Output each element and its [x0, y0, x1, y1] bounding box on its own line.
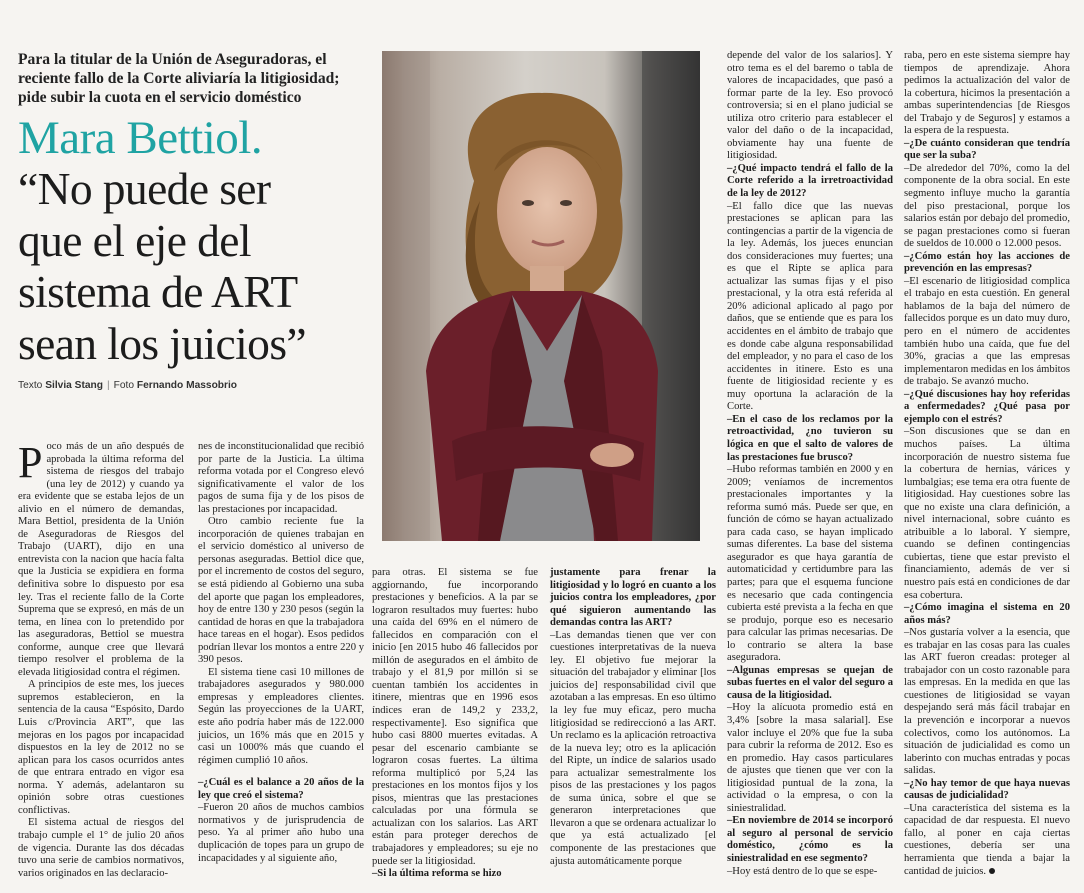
answer: –Nos gustaría volver a la esencia, que es trabajar en las cosas para las cuales las ART fueron creadas: proteger al trabajador con un costo razonable para las empresas. En la medida en que las cuestiones de litigiosidad se vayan despejando será más fácil trabajar en la prevención e incorporar a nuevos colectivos, como los autónomos. La situación de judicialidad es como un laberinto con muchas entradas y pocas salidas. [904, 627, 1070, 777]
question: –¿Cómo están hoy las acciones de prevención en las empresas? [904, 250, 1070, 275]
body-paragraph: El sistema tiene casi 10 millones de trabajadores asegurados y 980.000 empresas y empleadores clientes. Según las proyecciones de la UART, este año podría haber más de 122.000 juicios, un 16% más que en 2015 y casi un 1000% más que cuando el régimen cumplió 10 años. [198, 666, 364, 766]
byline-photo-label: Foto [113, 380, 134, 391]
kicker: Para la titular de la Unión de Aseguradoras, el reciente fallo de la Corte aliviaría la litigiosidad; pide subir la cuota en el servicio doméstico [18, 51, 340, 106]
column-6 [904, 50, 1070, 878]
portrait-illustration [382, 51, 700, 541]
end-mark-icon [989, 868, 995, 874]
hand [590, 443, 634, 467]
column-4 [550, 567, 716, 868]
intro-text: oco más de un año después de aprobada la última reforma del sistema de riesgos del trabajo (una ley de 2012) y cuando ya era evidente que se estaba lejos de un alivio en el número de demandas, Mara Bettiol, presidenta de la Unión de Aseguradoras de Riesgos del Trabajo (UART), dijo en una entrevista con la nacion que hacía falta que la Justicia se expidiera en forma definitiva sobre lo dispuesto por esa ley. Tras el reciente fallo de la Corte Suprema que se expresó, en más de un tema, en línea con lo pretendido por las aseguradoras, Bettiol se muestra conforme, aunque cree que llevará tiempo resolver el problema de la elevada litigiosidad contra el régimen. [18, 441, 184, 678]
answer: –Son discusiones que se dan en muchos países. La última incorporación de nuestro sistema fue la cobertura de hernias, várices y lumbalgias; ese tema era otra fuente de litigiosidad. Hay cuestiones sobre las que no existe una clara definición, a nivel internacional, sobre cuánto es atribuible a lo laboral. Y siempre, cuando se definen contingencias cubiertas, tiene que estar previsto el financiamiento, además de ver si nuestro país está en condiciones de dar esa cobertura. [904, 426, 1070, 601]
answer: –Las demandas tienen que ver con cuestiones interpretativas de la nueva ley. El objetivo fue mejorar la situación del trabajador y eliminar [los juicios de] responsabilidad civil que azotaban a las empresas. En eso último la ley fue muy eficaz, pero mucha litigiosidad se redireccionó a las ART. Un reclamo es la aplicación retroactiva de la nueva ley; otro es la aplicación del Ripte, un índice de salarios usado para actualizar semestralmente los pisos de las prestaciones y los pagos de suma única, sobre el que se generaron interpretaciones que llevaron a que se ordenara actualizar lo que ya está actualizado [el componente de las prestaciones que ajusta automáticamente porque [550, 629, 716, 867]
interviewee-name: Mara Bettiol. [18, 112, 263, 164]
intro-paragraph [18, 438, 184, 679]
eye-right [560, 200, 572, 206]
question: –En noviembre de 2014 se incorporó al seguro al personal de servicio doméstico, ¿cómo es la siniestralidad en ese segmento? [727, 815, 893, 864]
answer: raba, pero en este sistema siempre hay tiempos de aprendizaje. Ahora pedimos la actualización del valor de la cobertura, hicimos la presentación a ambas superintendencias [de Riesgos del Trabajo y de Seguros] y estamos a la espera de la respuesta. [904, 50, 1070, 137]
question: –¿No hay temor de que haya nuevas causas de judicialidad? [904, 777, 1070, 802]
byline-text-label: Texto [18, 380, 43, 391]
body-paragraph: A principios de este mes, los jueces supremos establecieron, en la sentencia de la causa “Espósito, Dardo Luis c/Provincia ART”, que las mejoras en los pagos por incapacidad dispuestos en la ley de 2012 no se aplican para los casos ocurridos antes de que entrara entrado en vigor esa norma. Y además, adelantaron su opinión sobre otras cuestiones conflictivas. [18, 679, 184, 816]
headline-line: “No puede ser [18, 163, 271, 214]
background-column [402, 51, 430, 541]
question: –¿Qué impacto tendrá el fallo de la Corte referido a la irretroactividad de la ley de 2012? [727, 162, 893, 200]
column-2 [198, 441, 364, 865]
headline-line: que el eje del [18, 214, 251, 266]
question: –¿Cómo imagina el sistema en 20 años más? [904, 602, 1070, 626]
question: –¿Qué discusiones hay hoy referidas a enfermedades? ¿Qué pasa por ejemplo con el estrés? [904, 388, 1070, 425]
question: justamente para frenar la litigiosidad y lo logró en cuanto a los juicios contra los empleadores, ¿por qué siguieron aumentando las demandas contra las ART? [550, 567, 716, 629]
question: –Algunas empresas se quejan de subas fuertes en el valor del seguro a causa de la litigiosidad. [727, 664, 893, 701]
drop-cap: P [18, 438, 43, 487]
eye-left [522, 200, 534, 206]
question: –¿De cuánto consideran que tendría que ser la suba? [904, 137, 1070, 162]
answer: –Hoy está dentro de lo que se espe- [727, 865, 878, 877]
final-answer-text: –Una característica del sistema es la capacidad de dar respuesta. El nuevo fallo, al poner en caja ciertas cuestiones, debería ser una herramienta que tienda a bajar la cantidad de juicios. [904, 802, 1070, 877]
column-1 [18, 438, 184, 880]
answer: –De alrededor del 70%, como la del componente de la obra social. En este segmento influye mucho la garantía del piso prestacional, porque los salarios están por debajo del promedio, se pagan prestaciones como si fueran de sueldos de 10.000 o 12.000 pesos. [904, 162, 1070, 250]
byline [18, 380, 237, 391]
headline-line: sean los juicios” [18, 317, 307, 369]
question: –Si la última reforma se hizo [372, 868, 502, 880]
body-paragraph: El sistema actual de riesgos del trabajo cumple el 1° de julio 20 años de vigencia. Durante las dos décadas tuvo una serie de cambios normativos, varios originados en las declaracio- [18, 817, 184, 879]
answer: –Fueron 20 años de muchos cambios normativos y de jurisprudencia de peso. Ya al primer año hubo una duplicación de topes para un grupo de incapacidades y al siguiente año, [198, 802, 364, 864]
face [497, 147, 597, 275]
byline-photographer: Fernando Massobrio [136, 380, 238, 391]
answer: depende del valor de los salarios]. Y otro tema es el del baremo o tabla de valores de incapacidades, que pasó a formar parte de la ley. Eso provocó controversia; si en el plano judicial se utiliza otro criterio para establecer el valor del daño o de la incapacidad, obviamente hay una fuente de litigiosidad. [727, 50, 893, 162]
headline-line: sistema de ART [18, 266, 298, 317]
byline-author: Silvia Stang [45, 380, 103, 391]
byline-separator: | [106, 380, 110, 391]
portrait-photo [382, 51, 700, 541]
answer: –El fallo dice que las nuevas prestaciones se aplican para las contingencias a partir de la vigencia de la ley. Además, los jueces enuncian dos consideraciones muy fuertes; una es que el Ripte se aplica para actualizar las sumas fijas y el piso prestacional, y la otra está referida al 20% adicional aplicado al pago por daños, que se entiende que es para los accidentes en el ámbito de trabajo que es donde cabe alguna responsabilidad del empleador, y no para el caso de los accidentes in itinere. Esto es una fuente de litigiosidad reciente y es muy oportuna la aclaración de la Corte. [727, 200, 893, 413]
answer: –Hubo reformas también en 2000 y en 2009; veníamos de incrementos prestacionales importantes y la reforma sumó más. Puede ser que, en función de cómo se hayan actualizado para cada caso, se hayan implicado sumas diferentes. La base del sistema asegurador es que haya garantía de automaticidad y certidumbre para las partes; para que el esquema funcione es necesario que cada contingencia cubierta esté prevista a la fecha en que se produjo, porque eso es necesario para calcular las primas necesarias. De lo contrario se altera la base aseguradora. [727, 464, 893, 664]
answer: –El escenario de litigiosidad complica el trabajo en esta cuestión. En general hablamos de la baja del número de fallecidos porque es un dato muy duro, pero en el número de accidentes también hubo una caída, que fue del 30%, gracias a que las empresas implementaron medidas en los ámbitos de trabajo. Se avanzó mucho. [904, 275, 1070, 388]
question: –En el caso de los reclamos por la retroactividad, ¿no tuvieron su lógica en que el salto de valores de las prestaciones fue brusco? [727, 413, 893, 463]
column-5 [727, 50, 893, 878]
answer: –Hoy la alícuota promedio está en 3,4% [sobre la masa salarial]. Ese valor incluye el 20% que fue la suba para cubrir la reforma de 2012. Eso es en promedio. Hay casos particulares de ajustes que tienen que ver con la litigiosidad puntual de la zona, la actividad o la empresa, o con la siniestralidad. [727, 702, 893, 814]
column-3 [372, 567, 538, 881]
body-paragraph: Otro cambio reciente fue la incorporación de quienes trabajan en el servicio doméstico al universo de personas aseguradas. Bettiol dice que, por el incremento de costos del seguro, se está pidiendo al Gobierno una suba del aporte que pagan los empleadores, hoy de entre 130 y 230 pesos (según la cantidad de horas en que la trabajadora hace tareas en el hogar). Esos pedidos podrían llevar los montos a entre 220 y 390 pesos. [198, 516, 364, 666]
question: –¿Cuál es el balance a 20 años de la ley que creó el sistema? [198, 777, 364, 801]
headline [18, 163, 378, 369]
answer: para otras. El sistema se fue aggiornando, fue incorporando prestaciones y beneficios. A la par se lograron resultados muy fuertes: hubo una caída del 69% en el número de fallecidos en comparación con el inicio [en 2015 hubo 46 fallecidos por millón de asegurados en el ámbito de trabajo y el 81,9 por millón si se cuentan también los accidentes in itinere, mientras que en 1996 esos índices eran de 149,2 y 233,2, respectivamente]. Eso significa que hubo casi 8800 muertes evitadas. A pesar del escenario cambiante se lograron cosas fuertes. La última reforma multiplicó por 5,24 las prestaciones en los montos fijos y los pisos, mientras que las prestaciones calculadas por una fórmula se actualizan con los salarios. Las ART están para proteger derechos de trabajadores y empleadores; su eje no puede ser la litigiosidad. [372, 567, 538, 867]
body-paragraph: nes de inconstitucionalidad que recibió por parte de la Justicia. La última reforma votada por el Congreso elevó significativamente el valor de los pagos de suma fija y de los pisos de las prestaciones por incapacidad. [198, 441, 364, 515]
final-answer [904, 803, 1070, 878]
